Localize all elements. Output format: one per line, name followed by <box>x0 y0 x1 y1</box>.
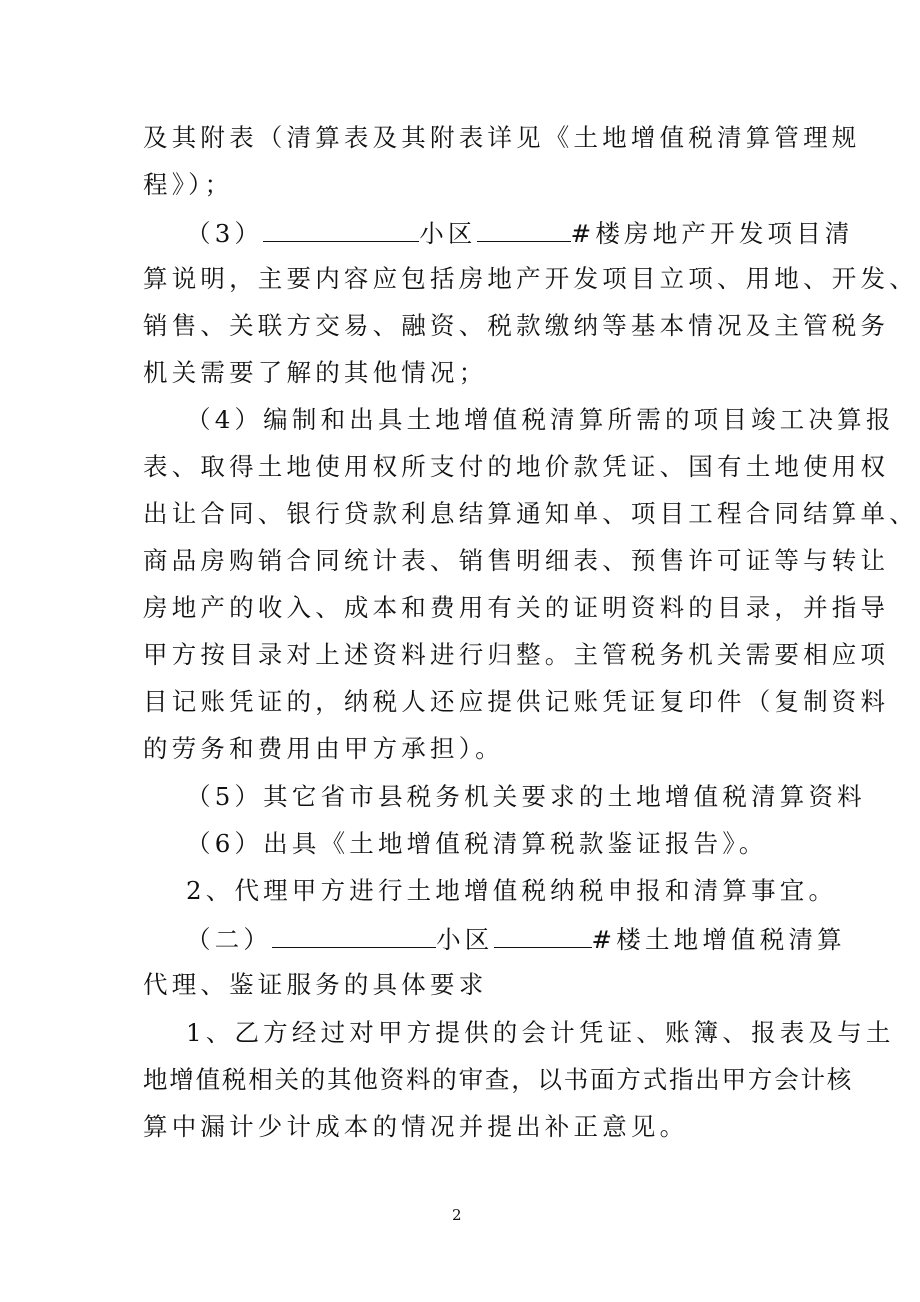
text-line-12: 甲方按目录对上述资料进行归整。主管税务机关需要相应项 <box>143 640 890 669</box>
text-line-10: 商品房购销合同统计表、销售明细表、预售许可证等与转让 <box>143 546 890 575</box>
text-line-11: 房地产的收入、成本和费用有关的证明资料的目录，并指导 <box>143 593 890 622</box>
text-line-9: 出让合同、银行贷款利息结算通知单、项目工程合同结算单、 <box>143 499 918 528</box>
page-number: 2 <box>452 1206 462 1224</box>
text-line-17: 2、代理甲方进行土地增值税纳税申报和清算事宜。 <box>186 876 838 905</box>
text-line-16: （6）出具《土地增值税清算税款鉴证报告》。 <box>186 829 768 858</box>
text-line-14: 的劳务和费用由甲方承担）。 <box>143 734 504 763</box>
item-3-suffix: #楼房地产开发项目清 <box>570 219 854 248</box>
building-number-blank[interactable] <box>477 217 571 242</box>
community-label: 小区 <box>419 219 477 248</box>
text-line-21: 地增值税相关的其他资料的审查，以书面方式指出甲方会计核 <box>143 1065 854 1094</box>
text-line-2: 程》）； <box>143 170 234 199</box>
text-line-22: 算中漏计少计成本的情况并提出补正意见。 <box>143 1112 689 1141</box>
item-3-prefix: （3） <box>186 219 264 248</box>
text-line-20: 1、乙方经过对甲方提供的会计凭证、账簿、报表及与土 <box>186 1018 895 1047</box>
community-name-blank[interactable] <box>263 217 419 242</box>
text-line-1: 及其附表（清算表及其附表详见《土地增值税清算管理规 <box>143 123 861 152</box>
section-2-prefix: （二） <box>186 925 273 954</box>
community-name-blank-2[interactable] <box>272 923 436 948</box>
building-number-blank-2[interactable] <box>494 923 592 948</box>
text-line-6: 机关需要了解的其他情况； <box>143 358 488 387</box>
text-line-5: 销售、关联方交易、融资、税款缴纳等基本情况及主管税务 <box>143 311 890 340</box>
section-2-suffix: #楼土地增值税清算 <box>591 925 846 954</box>
text-line-13: 目记账凭证的，纳税人还应提供记账凭证复印件（复制资料 <box>143 687 890 716</box>
text-line-19: 代理、鉴证服务的具体要求 <box>143 970 488 999</box>
item-3-line-1 <box>186 217 854 249</box>
text-line-15: （5）其它省市县税务机关要求的土地增值税清算资料 <box>186 782 866 811</box>
text-line-8: 表、取得土地使用权所支付的地价款凭证、国有土地使用权 <box>143 452 890 481</box>
text-line-7: （4）编制和出具土地增值税清算所需的项目竣工决算报 <box>186 405 895 434</box>
text-line-4: 算说明，主要内容应包括房地产开发项目立项、用地、开发、 <box>143 264 918 293</box>
community-label-2: 小区 <box>436 925 494 954</box>
section-2-heading-line-1 <box>186 923 846 955</box>
